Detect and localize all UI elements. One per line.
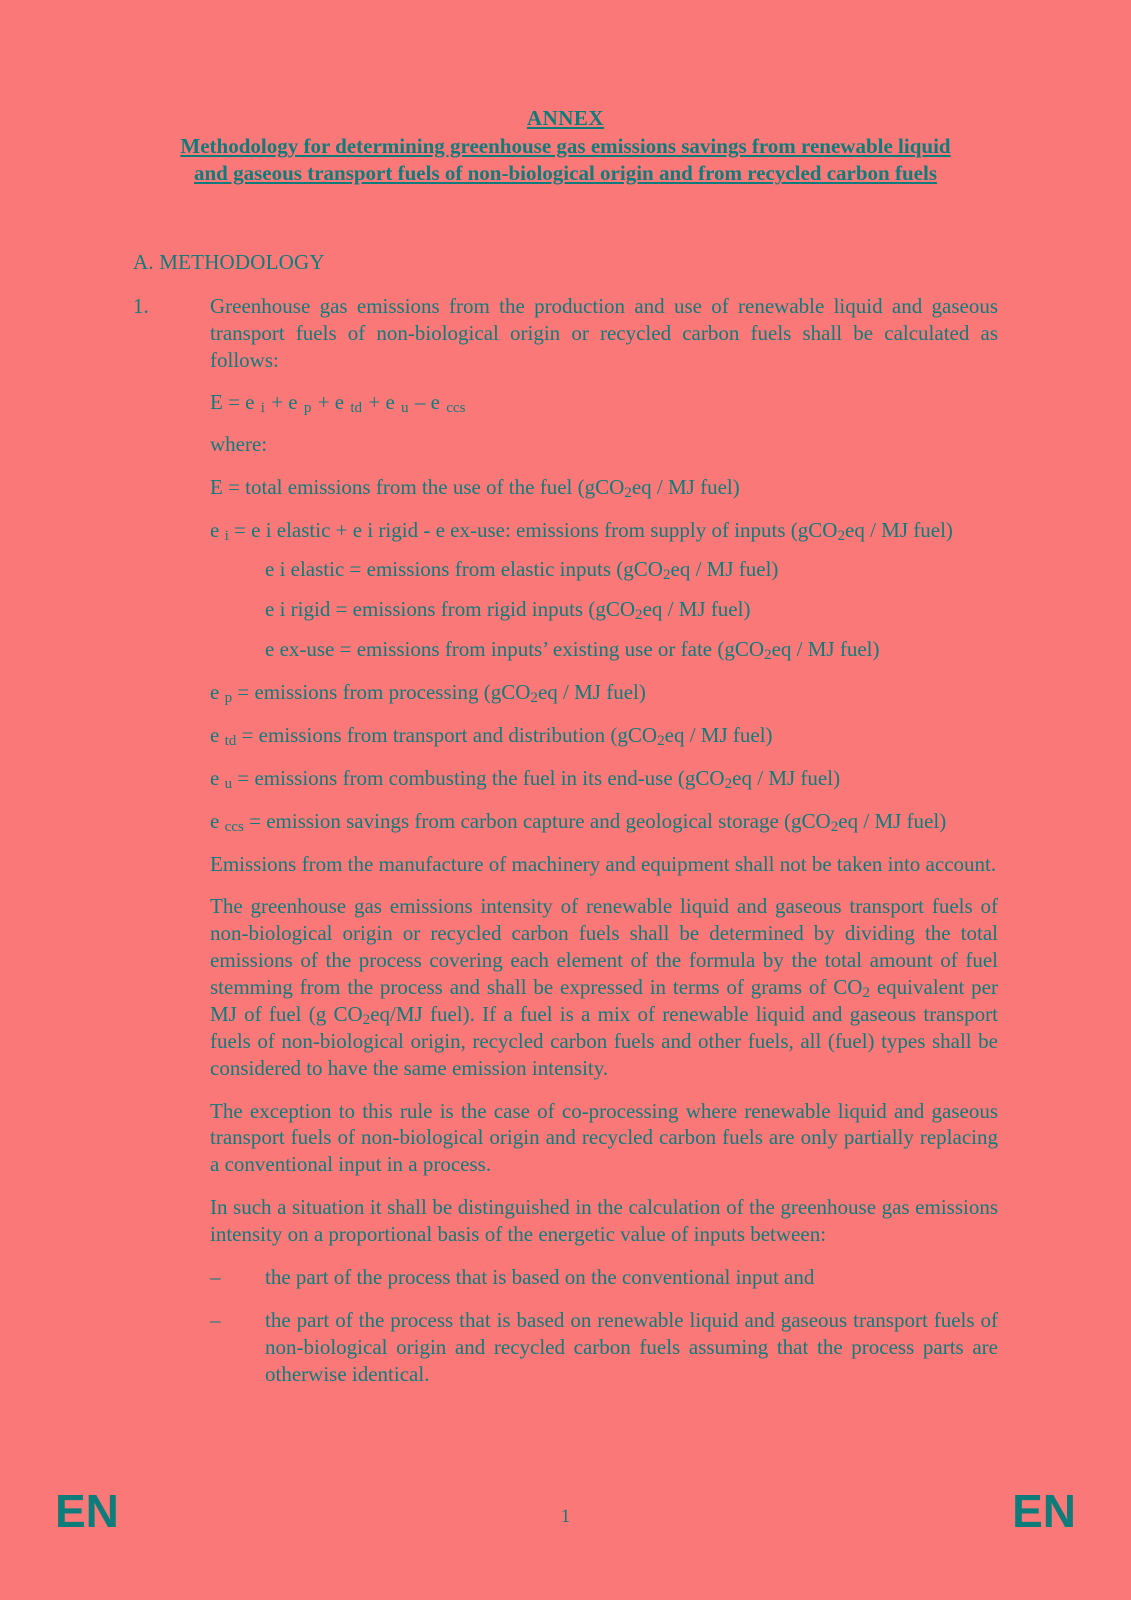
dash-marker: – (210, 1307, 221, 1332)
footer-language-right: EN (1012, 1485, 1076, 1537)
section-heading-methodology: A. METHODOLOGY (133, 250, 325, 275)
footer-language-left: EN (55, 1485, 119, 1537)
paragraph-situation: In such a situation it shall be distinguished in the calculation of the greenhouse gas emissions intensity on a proportional basis of the energetic value of inputs between: (210, 1195, 998, 1247)
page-number: 1 (560, 1506, 571, 1527)
paragraph-intensity: The greenhouse gas emissions intensity of renewable liquid and gaseous transport fuels of non-biological origin or recycled carbon fuels shall be determined by dividing the total emissions of the process covering each element of the formula by the total amount of fuel stemming from the process and shall be expressed in terms of grams of $CO_2$ equivalent per MJ of fuel (g $CO_2eq/MJ$ fuel). If a fuel is a mix of renewable liquid and gaseous transport fuels of non-biological origin, recycled carbon fuels and other fuels, all (fuel) types shall be considered to have the same emission intensity. (210, 894, 999, 1080)
list-item (133, 1264, 998, 1291)
annex-label: ANNEX (526, 106, 605, 130)
emissions-formula: E = e $_i$ + e $_p$ + e $_{td}$ + e $_u$ – e $_{ccs}$ (210, 389, 466, 416)
document-body (133, 105, 998, 1387)
definition-ep: e $_p$ = emissions from processing (gCO$_2$eq / MJ fuel) (210, 680, 646, 707)
definition-etd: e $_{td}$ = emissions from transport and distribution (gCO$_2$eq / MJ fuel) (210, 722, 773, 749)
paragraph-exception: The exception to this rule is the case of co-processing where renewable liquid and gaseous transport fuels of non-biological origin and recycled carbon fuels are only partially replacing a conventional input in a process. (210, 1098, 998, 1177)
list-item-text: the part of the process that is based on renewable liquid and gaseous transport fuels of non-biological origin and recycled carbon fuels assuming that the process parts are otherwise identical. (265, 1307, 998, 1386)
definition-ei-elastic: e i elastic = emissions from elastic inputs (gCO$_2$eq / MJ fuel) (265, 557, 779, 584)
document-title-line-2: and gaseous transport fuels of non-biological origin and from recycled carbon fuels (194, 161, 937, 186)
definition-ex-use: e ex-use = emissions from inputs’ existing use or fate (gCO$_2$eq / MJ fuel) (265, 637, 880, 664)
dash-marker: – (210, 1264, 221, 1289)
document-title-block (133, 105, 998, 188)
definition-eccs: e $_{ccs}$ = emission savings from carbon capture and geological storage (gCO$_2$eq / MJ fuel) (210, 808, 947, 835)
definition-ei-rigid: e i rigid = emissions from rigid inputs (gCO$_2$eq / MJ fuel) (265, 597, 751, 624)
definition-ei: e $_i$ = e i elastic + e i rigid - e ex-use: emissions from supply of inputs (gCO$_2$eq / MJ fuel) (210, 517, 953, 544)
item-text: Greenhouse gas emissions from the production and use of renewable liquid and gaseous transport fuels of non-biological origin or recycled carbon fuels shall be calculated as follows: (210, 294, 998, 372)
where-label: where: (210, 431, 268, 456)
document-title-line-1: Methodology for determining greenhouse gas emissions savings from renewable liquid (180, 133, 951, 158)
list-item-text: the part of the process that is based on the conventional input and (265, 1264, 815, 1289)
item-number: 1. (133, 294, 149, 319)
list-item (133, 1307, 998, 1388)
paragraph-machinery: Emissions from the manufacture of machinery and equipment shall not be taken into account. (210, 851, 997, 876)
numbered-item-1 (133, 293, 998, 374)
definition-E: E = total emissions from the use of the fuel (gCO$_2$eq / MJ fuel) (210, 474, 740, 501)
definition-eu: e $_u$ = emissions from combusting the fuel in its end-use (gCO$_2$eq / MJ fuel) (210, 765, 841, 792)
